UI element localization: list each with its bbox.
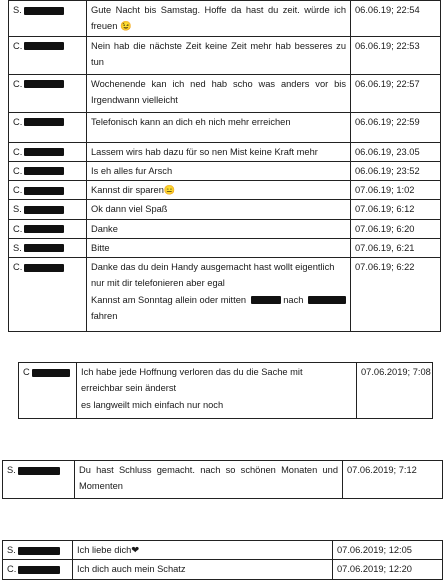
redacted-name <box>24 244 64 252</box>
timestamp-cell: 07.06.2019; 12:05 <box>333 541 443 560</box>
redacted-name <box>24 264 64 272</box>
message-line: es langweilt mich einfach nur noch <box>81 399 224 410</box>
sender-cell <box>3 560 73 579</box>
table-row <box>9 142 441 161</box>
redacted-name <box>24 118 64 126</box>
timestamp-cell: 06.06.19; 23:52 <box>351 161 441 180</box>
sender-initial: C. <box>13 262 23 273</box>
message-line: nur mit dir telefonieren aber egal <box>91 278 225 289</box>
sender-initial: C. <box>13 146 23 157</box>
timestamp-cell: 06.06.19, 23.05 <box>351 142 441 161</box>
message-cell: Danke <box>87 219 351 238</box>
message-cell: Telefonisch kann an dich eh nich mehr erreichen <box>87 112 351 142</box>
message-cell: Gute Nacht bis Samstag. Hoffe da hast du zeit. würde ich freuen 😉 <box>87 1 351 37</box>
table-row <box>9 161 441 180</box>
table-row <box>9 258 441 332</box>
sender-cell <box>9 142 87 161</box>
redacted-place <box>251 296 281 304</box>
timestamp-cell: 07.06.19; 6:20 <box>351 219 441 238</box>
chat-table-4 <box>2 540 443 580</box>
sender-cell <box>3 541 73 560</box>
sender-initial: S. <box>13 5 22 15</box>
timestamp-cell: 07.06.2019; 7:08 <box>357 363 433 419</box>
sender-initial: C. <box>13 223 23 234</box>
sender-cell <box>9 200 87 219</box>
message-cell: Lassem wirs hab dazu für so nen Mist keine Kraft mehr <box>87 142 351 161</box>
message-cell <box>87 258 351 332</box>
message-line: Ich habe jede Hoffnung verloren das du die Sache mit <box>81 367 303 377</box>
timestamp-cell: 07.06.2019; 12:20 <box>333 560 443 579</box>
redacted-place <box>308 296 346 304</box>
chat-table-2 <box>18 362 433 419</box>
sender-cell <box>9 181 87 200</box>
sender-cell <box>9 36 87 74</box>
table-row <box>3 560 443 579</box>
sender-initial: C. <box>13 116 23 127</box>
redacted-name <box>24 187 64 195</box>
table-row <box>9 1 441 37</box>
redacted-name <box>24 206 64 214</box>
sender-initial: S. <box>13 204 22 215</box>
sender-cell <box>19 363 77 419</box>
timestamp-cell: 07.06.19, 6:21 <box>351 238 441 257</box>
message-cell: Du hast Schluss gemacht. nach so schönen Monaten und Momenten <box>75 461 343 499</box>
table-row <box>9 181 441 200</box>
redacted-name <box>18 467 60 475</box>
message-line: erreichbar sein änderst <box>81 383 177 394</box>
redacted-name <box>32 369 70 377</box>
chat-table-1 <box>8 0 441 332</box>
message-line: Kannst am Sonntag allein oder mitten nach <box>91 292 346 308</box>
table-row <box>3 541 443 560</box>
sender-cell <box>9 1 87 37</box>
sender-initial: C <box>23 367 30 377</box>
table-row <box>9 36 441 74</box>
sender-cell <box>9 219 87 238</box>
sender-initial: C. <box>7 564 17 575</box>
table-row <box>9 238 441 257</box>
table-row <box>9 200 441 219</box>
sender-initial: S. <box>7 545 16 555</box>
message-cell: Nein hab die nächste Zeit keine Zeit mehr hab besseres zu tun <box>87 36 351 74</box>
message-cell: Kannst dir sparen😑 <box>87 181 351 200</box>
timestamp-cell: 06.06.19; 22:54 <box>351 1 441 37</box>
sender-initial: C. <box>13 185 23 196</box>
redacted-name <box>24 167 64 175</box>
sender-cell <box>9 74 87 112</box>
message-cell: Ich liebe dich❤ <box>73 541 333 560</box>
redacted-name <box>24 225 64 233</box>
timestamp-cell: 07.06.19; 1:02 <box>351 181 441 200</box>
message-cell: Bitte <box>87 238 351 257</box>
table-row <box>9 112 441 142</box>
timestamp-cell: 07.06.19; 6:22 <box>351 258 441 332</box>
table-row <box>19 363 433 419</box>
sender-initial: S. <box>13 242 22 253</box>
message-line: Danke das du dein Handy ausgemacht hast wollt eigentlich <box>91 262 335 273</box>
redacted-name <box>24 80 64 88</box>
redacted-name <box>18 566 60 574</box>
sender-initial: C. <box>13 165 23 176</box>
sender-initial: C. <box>13 78 23 89</box>
sender-cell <box>9 161 87 180</box>
message-cell: Ich dich auch mein Schatz <box>73 560 333 579</box>
message-cell: Is eh alles fur Arsch <box>87 161 351 180</box>
timestamp-cell: 06.06.19; 22:59 <box>351 112 441 142</box>
sender-cell <box>3 461 75 499</box>
sender-initial: C. <box>13 40 23 51</box>
timestamp-cell: 06.06.19; 22:53 <box>351 36 441 74</box>
message-cell: Wochenende kan ich ned hab scho was anders vor bis Irgendwann vielleicht <box>87 74 351 112</box>
redacted-name <box>24 148 64 156</box>
sender-cell <box>9 112 87 142</box>
redacted-name <box>24 42 64 50</box>
timestamp-cell: 06.06.19; 22:57 <box>351 74 441 112</box>
timestamp-cell: 07.06.2019; 7:12 <box>343 461 443 499</box>
sender-cell <box>9 238 87 257</box>
message-line: fahren <box>91 310 118 321</box>
table-row <box>3 461 443 499</box>
table-row <box>9 219 441 238</box>
sender-cell <box>9 258 87 332</box>
message-cell <box>77 363 357 419</box>
redacted-name <box>24 7 64 15</box>
timestamp-cell: 07.06.19; 6:12 <box>351 200 441 219</box>
chat-table-3 <box>2 460 443 499</box>
message-cell: Ok dann viel Spaß <box>87 200 351 219</box>
redacted-name <box>18 547 60 555</box>
sender-initial: S. <box>7 465 16 475</box>
table-row <box>9 74 441 112</box>
